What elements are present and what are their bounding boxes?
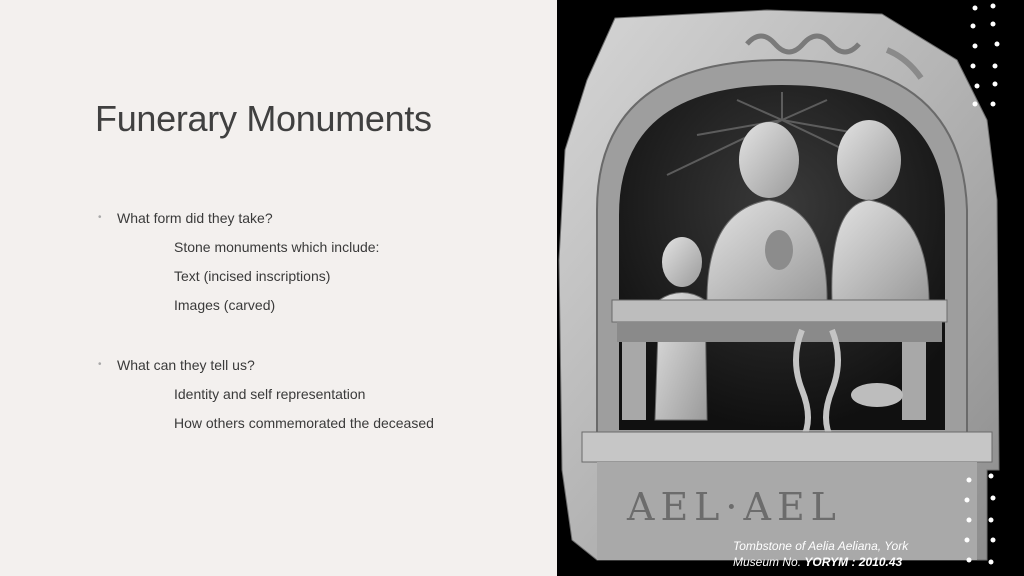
tombstone-photo (557, 0, 1024, 576)
bullet-text: What form did they take? (117, 210, 273, 226)
sub-item: Identity and self representation (174, 386, 366, 402)
sub-item: How others commemorated the deceased (174, 415, 434, 431)
bullet-text: What can they tell us? (117, 357, 255, 373)
bullet-item (98, 208, 538, 228)
sub-item: Stone monuments which include: (174, 239, 380, 255)
caption-line-1: Tombstone of Aelia Aeliana, York (733, 539, 909, 553)
sub-item: Text (incised inscriptions) (174, 268, 331, 284)
bullet-list (98, 208, 538, 433)
photo-panel (557, 0, 1024, 576)
caption-prefix: Museum No. (733, 555, 805, 569)
photo-caption (733, 538, 973, 570)
caption-line-2 (733, 554, 973, 570)
bullet-marker: • (98, 212, 102, 223)
inscription-text: AEL·AEL (627, 485, 842, 529)
bullet-item (98, 355, 538, 375)
slide-title: Funerary Monuments (95, 98, 432, 139)
sub-item: Images (carved) (174, 297, 276, 313)
bullet-marker: • (98, 359, 102, 370)
museum-number: YORYM : 2010.43 (804, 555, 903, 569)
